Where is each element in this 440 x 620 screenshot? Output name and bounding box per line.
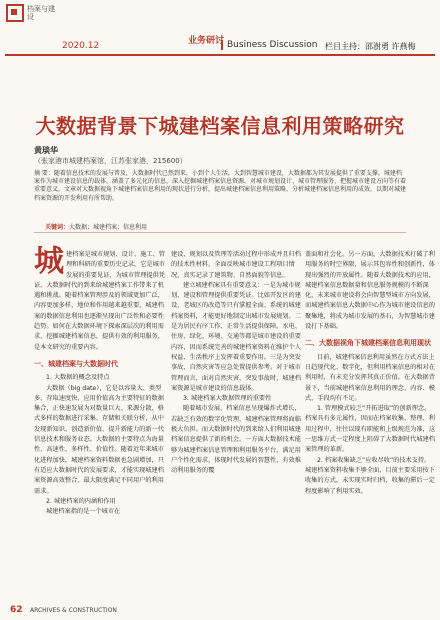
column-editor: 栏目主持：邵澍勇 许燕梅 [325,42,416,51]
section-heading-2: 二、大数据视角下城建档案信息利用现状 [305,339,431,348]
author-affiliation: （张家港市城建档案馆，江苏张家港，215600） [34,157,187,165]
paragraph-3-2: 目前，城建档案信息利用虽然在方式方法上日趋现代化、数字化，但利用档案信息的相对在利用时，有未充分发挥其真正价值。在大数据背景下，当前城建档案信息利用的理念、内容、模式、手段均有不足。 [305,353,435,402]
paragraph-2-3: 随着城市发展，档案信息呈现爆炸式增长，若缺乏有效的数字化管理，城建档案管理将面临极大负担。而大数据时代的到来给人们利用城建档案信息提供了新的机会。一方面大数据技术能够为城建档案信息管理和利用服务平台，满足用户个性化需求，体现时代发展的智慧性，有效推动利用服务的覆 [171,405,301,475]
page-number: 62 [10,605,23,615]
text-column-2 [171,250,301,477]
text-column-3 [305,250,435,497]
section-label-en: Business Discussion [221,40,317,50]
journal-logo-text: 档案与建设 [27,5,55,21]
journal-logo-icon [6,4,24,22]
paragraph-3-1: 盖面和社会化。另一方面，大数据技术打破了利用服务的时空界限，展示其包容性和创新性，体现出强烈的开放属性。随着大数据技术的应用，城建档案信息数据量和信息服务规模的不断深化，未来城市建设将会向智慧型城市方向发展，而城建档案信息大数据中心作为城市建设信息的聚集地，将成为城市发展的基石，为智慧城市建设打下基础。 [305,251,435,331]
paragraph-1-2: 城建档案指的是一个城市在 [46,508,121,516]
keywords-label: 关键词： [45,224,70,231]
page-header [0,0,440,54]
article-author: 黄琰华 [34,146,58,155]
section-heading-1: 一、城建档案与大数据时代 [34,359,118,368]
intro-paragraph: 建档案是城市规划、设计、施工、管理和科研的重要历史记录，它是城市发展的重要见证，为城市管理提供凭证。大数据时代的到来给城建档案工作带来了机遇和挑战。随着档案管理涉及的领域更加广泛，内容更加多样，地位和作用越来越重要，城建档案的数据信息利用也逐渐呈现出广泛性和必要性趋势。如何在大数据环境下探索深层次的利用需求，挖掘城建档案信息，提供有效的利用服务，是本文研究的重要内容。 [34,251,165,351]
journal-name: ARCHIVES & CONSTRUCTION [30,607,117,614]
header-divider [5,54,435,56]
abstract-divider [34,232,406,233]
article-title: 大数据背景下城建档案信息利用策略研究 [35,114,405,138]
abstract: 摘 要：随着信息技术的发展与普及，大数据时代已然到来，小到个人生活，大到智慧城市建设，大数据都为其发展提供了重要支撑。城建档案作为城市建设信息的载体，涵盖了多元化的信息，深入挖掘城建档案信息资源，对城市规划设计、城市管理服务、把握城市建设方向等有着重要意义。文章对大数据视角下城建档案信息利用的现状进行分析，提出城建档案信息利用策略，分析城建档案信息利用的成效，以期对城建档案资源的开发利用有所帮助。 [34,170,407,202]
keywords [45,222,147,231]
paragraph-3-3: 1. 管理模式较乏“开拓进取”的创新理念。档案具有多元属性，因而在档案收集、整理、利用过程中，往往以现有职能和上级规范为准，这一思维方式一定程度上阻碍了大数据时代城建档案管理的革新。 [305,405,435,454]
section-label-cn: 业务研讨 [188,36,225,46]
paragraph-2-1: 建设、规划以及管理等活动过程中形成并且归档的技术性材料，全面反映城市建设工程项目情况，真实记录了建筑物、自然面貌等信息。 [171,251,301,279]
subheading-1-2: 2. 城建档案的内涵和作用 [46,497,116,505]
paragraph-3-4: 2. 档案收集缺乏“应收尽收”的技术支持。城建档案资料收集不够全面，目前主要采用按下收集的方式，未实现实时归档，收集的滞后一定程度影响了利用实效。 [305,456,435,495]
paragraph-1-1: 大数据（big date），它是以容量大、类型多、存取速度快、应用价值高为主要特征的数据集合，正快速发展为对数量巨大、来源分散、格式多样的数据进行采集、存储和关联分析，从中发现新知识、创造新价值、提升新能力的新一代信息技术和服务业态。大数据的主要特点为海量性、高速性、多样性、价值性。随着近年来城市化进程加快，城建档案资料数据也急剧增加，只有适应大数据时代的发展要求，才能实现城建档案资源高效整合，最大限度满足不同用户的利用需求。 [34,384,164,495]
keywords-value: 大数据；城建档案；信息利用 [69,224,148,231]
drop-cap: 城 [34,244,64,279]
subheading-1-3: 3. 城建档案大数据管理的重要性 [183,395,272,403]
issue-date: 2020.12 [62,41,100,51]
paragraph-2-2: 建立城建档案具有重要意义：一是为城市规划、建设和管理提供重要凭证。比如开发区的建设，老城区的改造等只有掌握全面、系统的城建档案资料，才能更好地制定出城市发展规划。二是为居民有序工作、正常生活提供保障。水电、住房、绿化、环境、交通等都是城市建设的重要内容，因而系统完善的城建档案资料在维护个人权益、生活秩序上发挥着重要作用。三是为突发事故、自然灾害等应急处置提供参考。对于城市管理而言，面对自然灾害、突发事故时，城建档案资源是城市建设的信息载体。 [171,281,301,392]
subheading-1-1: 1. 大数据的概念及特点 [46,374,110,382]
text-column-1 [34,244,168,517]
